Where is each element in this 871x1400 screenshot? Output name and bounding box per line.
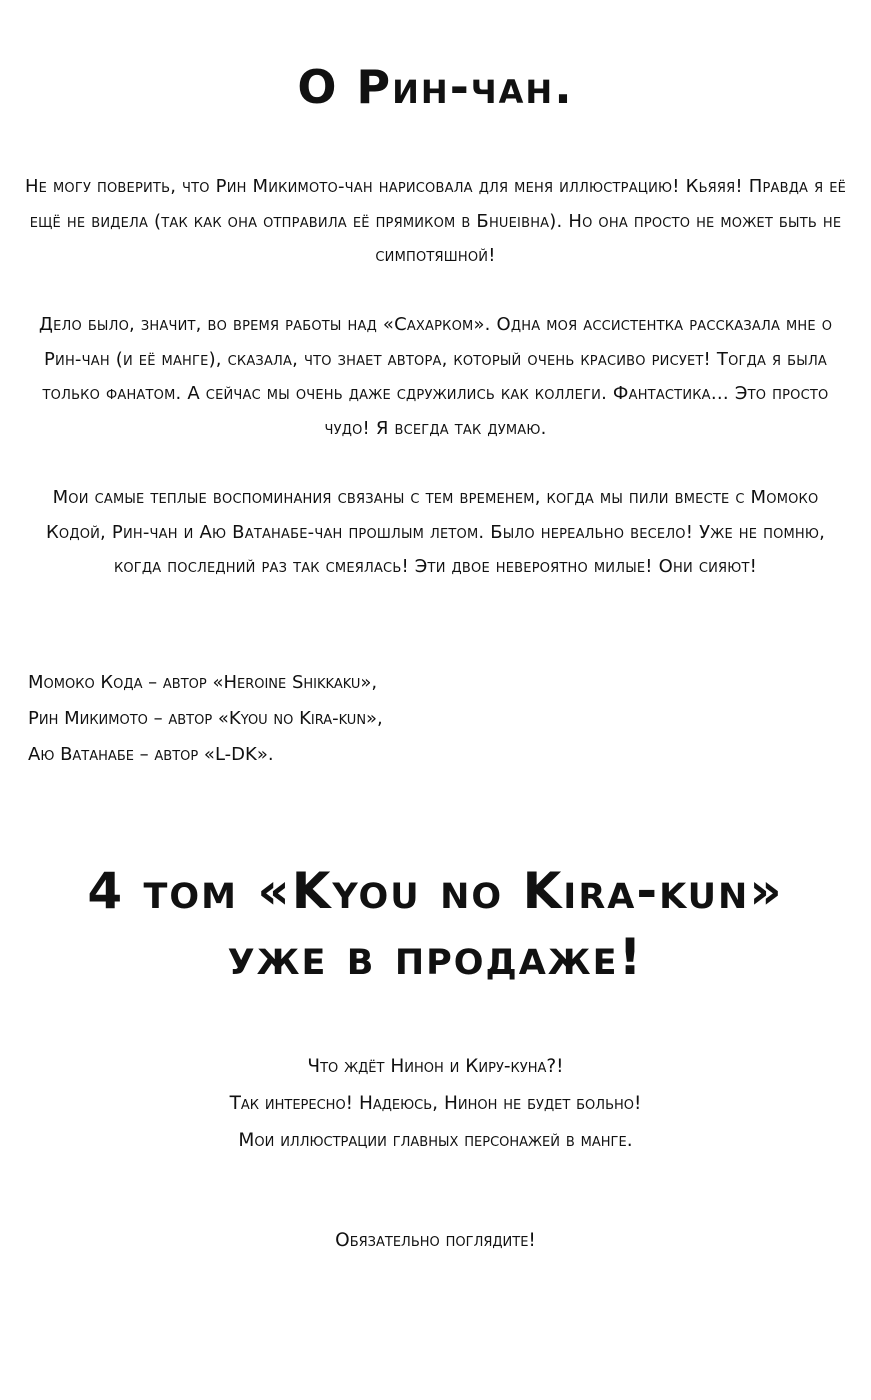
- paragraph-intro: Не могу поверить, что Рин Микимото-чан нарисовала для меня иллюстрацию! Кьяяя! Правда я её ещё не видела (так как она отправила её прямиком в Бнueiвна). Но она просто не может быть не симпотяшной!: [24, 176, 847, 266]
- promo-line: Мои иллюстрации главных персонажей в манге.: [238, 1130, 633, 1151]
- credit-line: Аю Ватанабе – автор «L-DK».: [28, 744, 274, 765]
- promo-line: Так интересно! Надеюсь, Нинон не будет больно!: [229, 1093, 642, 1114]
- author-credits: [28, 665, 628, 773]
- promo-line: Что ждёт Нинон и Киру-куна?!: [307, 1056, 564, 1077]
- promo-cta-line: Обязательно поглядите!: [335, 1230, 536, 1251]
- promo-heading: [0, 858, 871, 990]
- paragraph-memories: Мои самые теплые воспоминания связаны с тем временем, когда мы пили вместе с Момоко Кодой, Рин-чан и Аю Ватанабе-чан прошлым летом. Было нереально весело! Уже не помню, когда последний раз так смеялась! Эти двое невероятно милые! Они сияют!: [45, 487, 826, 577]
- credit-line: Момоко Кода – автор «Heroine Shikkaku»,: [28, 672, 378, 693]
- promo-text: [60, 1048, 811, 1159]
- promo-heading-line-1: 4 том «Kyou no Kira-kun»: [87, 862, 784, 920]
- promo-heading-line-2: уже в продаже!: [227, 928, 644, 986]
- paragraph-story: Дело было, значит, во время работы над «Сахарком». Одна моя ассистентка рассказала мне о Рин-чан (и её манге), сказала, что знает автора, который очень красиво рисует! Тогда я была только фанатом. А сейчас мы очень даже сдружились как коллеги. Фантастика… Это просто чудо! Я всегда так думаю.: [38, 314, 833, 439]
- page-heading: О Рин-чан.: [297, 60, 574, 114]
- credit-line: Рин Микимото – автор «Kyou no Kira-kun»,: [28, 708, 383, 729]
- promo-call-to-action: [60, 1222, 811, 1259]
